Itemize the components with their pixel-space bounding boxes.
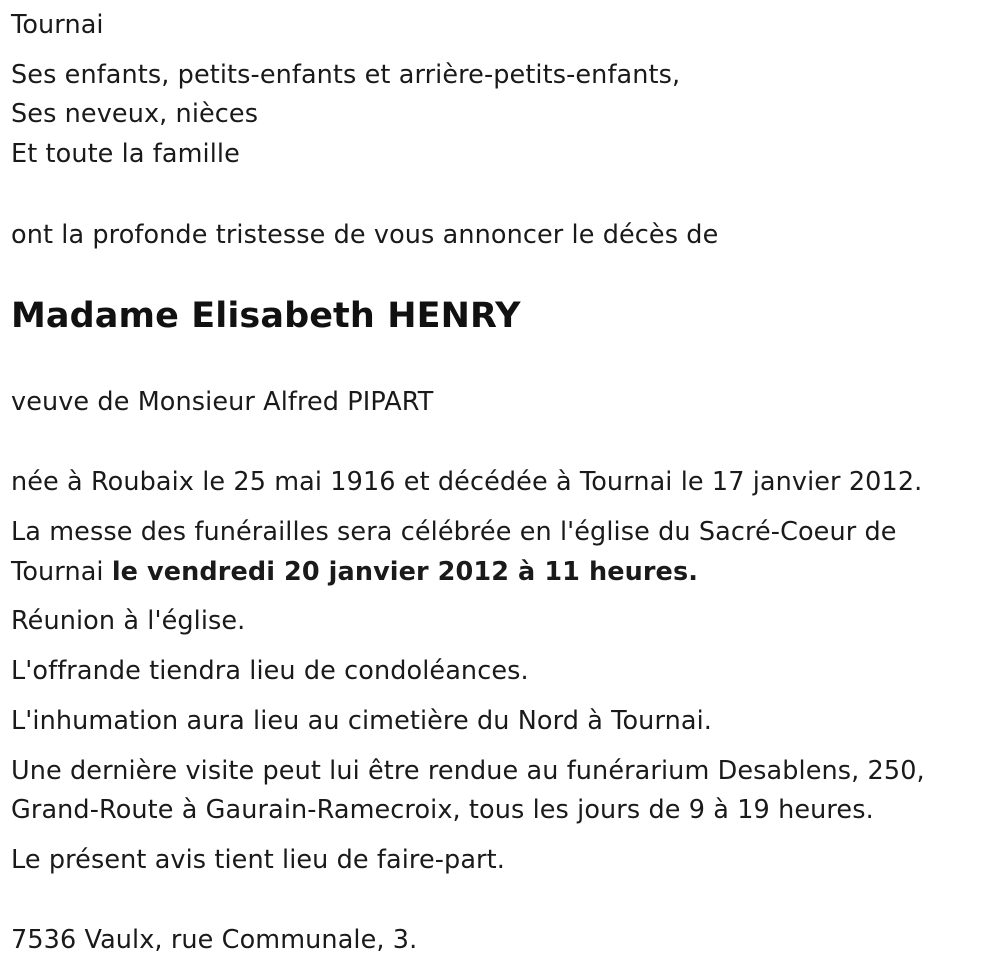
announcement-text: ont la profonde tristesse de vous annoncer le décès de — [11, 220, 719, 250]
family-line-nephews: Ses neveux, nièces — [11, 99, 259, 129]
meeting-text: Réunion à l'église. — [11, 606, 246, 636]
address-text: 7536 Vaulx, rue Communale, 3. — [11, 925, 418, 955]
visit-line-1: Une dernière visite peut lui être rendue au funérarium Desablens, 250, — [11, 756, 925, 786]
funeral-line-2 — [11, 557, 698, 587]
deceased-name: Madame Elisabeth HENRY — [11, 296, 521, 336]
burial-text: L'inhumation aura lieu au cimetière du Nord à Tournai. — [11, 706, 712, 736]
visit-line-2: Grand-Route à Gaurain-Ramecroix, tous les jours de 9 à 19 heures. — [11, 795, 874, 825]
funeral-date-time: le vendredi 20 janvier 2012 à 11 heures. — [111, 557, 699, 587]
birth-death-text: née à Roubaix le 25 mai 1916 et décédée à Tournai le 17 janvier 2012. — [11, 467, 923, 497]
notice-statement: Le présent avis tient lieu de faire-part. — [11, 845, 505, 875]
funeral-place: Tournai — [11, 557, 112, 587]
family-line-children: Ses enfants, petits-enfants et arrière-petits-enfants, — [11, 60, 681, 90]
place-heading: Tournai — [11, 10, 104, 40]
widow-of-text: veuve de Monsieur Alfred PIPART — [11, 387, 434, 417]
family-line-all: Et toute la famille — [11, 139, 240, 169]
offering-text: L'offrande tiendra lieu de condoléances. — [11, 656, 529, 686]
funeral-line-1: La messe des funérailles sera célébrée en l'église du Sacré-Coeur de — [11, 517, 897, 547]
